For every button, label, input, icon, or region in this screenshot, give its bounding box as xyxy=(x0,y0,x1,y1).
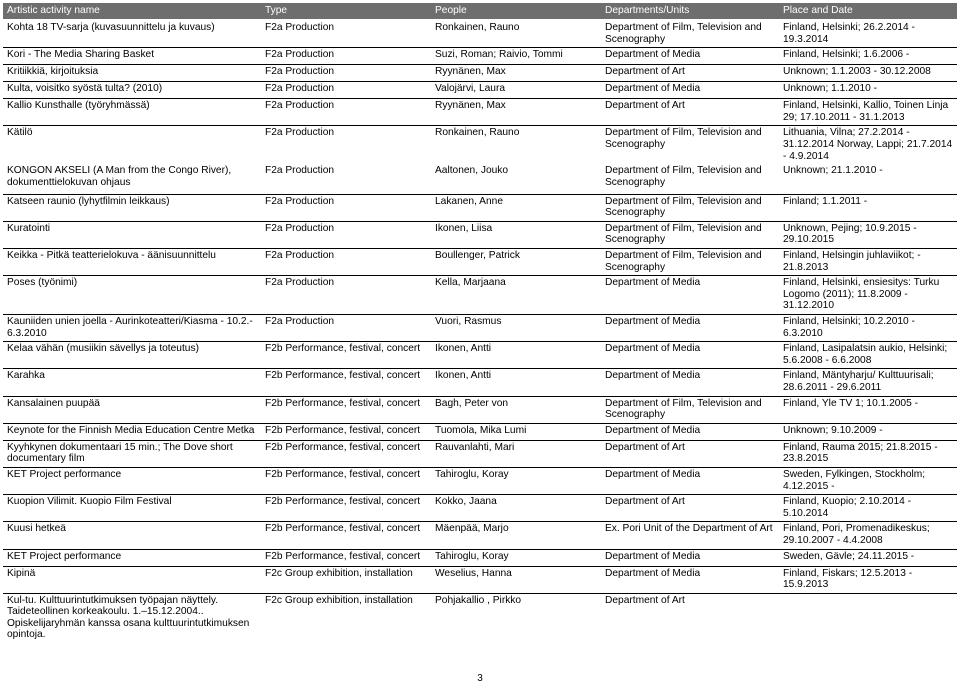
cell-activity-name: Kuusi hetkeä xyxy=(3,522,261,549)
cell-people: Kokko, Jaana xyxy=(431,495,601,522)
cell-type: F2a Production xyxy=(261,194,431,221)
cell-type: F2a Production xyxy=(265,165,335,177)
cell-activity-name: Keynote for the Finnish Media Education Centre Metka xyxy=(3,423,261,440)
cell-people: Ryynänen, Max xyxy=(431,65,601,82)
cell-activity-name: Poses (työnimi) xyxy=(3,276,261,315)
table-row xyxy=(3,423,957,440)
cell-department: Department of Media xyxy=(601,566,779,593)
table-row xyxy=(3,99,957,126)
cell-people: Mäenpää, Marjo xyxy=(431,522,601,549)
cell-type: F2b Performance, festival, concert xyxy=(261,440,431,467)
table-row xyxy=(3,369,957,396)
cell-activity-name: Kätilö xyxy=(3,126,261,164)
cell-people: Valojärvi, Laura xyxy=(431,82,601,99)
cell-place-date: Sweden, Gävle; 24.11.2015 - xyxy=(779,549,957,566)
cell-people: Tahiroglu, Koray xyxy=(431,467,601,494)
table-row xyxy=(3,396,957,423)
column-header-activity-name: Artistic activity name xyxy=(3,3,261,19)
cell-department: Department of Media xyxy=(601,467,779,494)
table-row xyxy=(3,315,957,342)
table-row xyxy=(3,65,957,82)
cell-place-date: Finland, Fiskars; 12.5.2013 - 15.9.2013 xyxy=(779,566,957,593)
activity-table xyxy=(3,3,957,643)
cell-people: Kella, Marjaana xyxy=(431,276,601,315)
cell-place-date: Unknown; 21.1.2010 - xyxy=(783,165,883,177)
page-number: 3 xyxy=(477,673,483,684)
cell-department: Department of Art xyxy=(601,99,779,126)
cell-department: Department of Media xyxy=(601,48,779,65)
cell-type: F2b Performance, festival, concert xyxy=(261,369,431,396)
cell-department: Department of Media xyxy=(601,369,779,396)
cell-people: Ryynänen, Max xyxy=(431,99,601,126)
table-row xyxy=(3,440,957,467)
cell-place-date: Finland, Kuopio; 2.10.2014 - 5.10.2014 xyxy=(779,495,957,522)
cell-type: F2b Performance, festival, concert xyxy=(261,549,431,566)
cell-people: Ronkainen, Rauno xyxy=(435,22,520,33)
cell-type: F2a Production xyxy=(261,48,431,65)
cell-type: F2a Production xyxy=(261,65,431,82)
cell-people: Boullenger, Patrick xyxy=(431,249,601,276)
cell-place-date: Finland, Helsinki; 1.6.2006 - xyxy=(779,48,957,65)
cell-department: Department of Media xyxy=(601,549,779,566)
cell-activity-name: Kulta, voisitko syöstä tulta? (2010) xyxy=(3,82,261,99)
cell-activity-name: Kallio Kunsthalle (työryhmässä) xyxy=(3,99,261,126)
cell-place-date: Finland, Helsinki, Kallio, Toinen Linja 29; 17.10.2011 - 31.1.2013 xyxy=(779,99,957,126)
cell-place-date: Finland, Mäntyharju/ Kulttuurisali; 28.6.2011 - 29.6.2011 xyxy=(779,369,957,396)
cell-type: F2a Production xyxy=(261,276,431,315)
cell-department: Department of Film, Television and Scenography xyxy=(601,194,779,221)
cell-people: Weselius, Hanna xyxy=(431,566,601,593)
cell-activity-name: KET Project performance xyxy=(3,467,261,494)
cell-type: F2a Production xyxy=(261,82,431,99)
cell-department: Department of Film, Television and Scenography xyxy=(601,249,779,276)
cell-activity-name: Kipinä xyxy=(3,566,261,593)
cell-activity-name: Karahka xyxy=(3,369,261,396)
cell-type: F2b Performance, festival, concert xyxy=(261,495,431,522)
cell-people: Vuori, Rasmus xyxy=(431,315,601,342)
cell-department: Department of Art xyxy=(601,495,779,522)
cell-people: Ronkainen, Rauno xyxy=(431,126,601,164)
cell-people: Ikonen, Antti xyxy=(431,369,601,396)
cell-people: Pohjakallio , Pirkko xyxy=(431,593,601,643)
cell-place-date: Unknown; 9.10.2009 - xyxy=(779,423,957,440)
cell-place-date xyxy=(779,593,957,643)
cell-people: Suzi, Roman; Raivio, Tommi xyxy=(431,48,601,65)
cell-department: Department of Media xyxy=(601,276,779,315)
table-row xyxy=(3,48,957,65)
cell-department: Department of Art xyxy=(601,593,779,643)
table-row xyxy=(3,126,957,164)
cell-department: Department of Media xyxy=(601,423,779,440)
cell-activity-name: Keikka - Pitkä teatterielokuva - äänisuunnittelu xyxy=(3,249,261,276)
cell-activity-name: Kyyhkynen dokumentaari 15 min.; The Dove short documentary film xyxy=(3,440,261,467)
cell-activity-name: Kelaa vähän (musiikin sävellys ja toteutus) xyxy=(3,342,261,369)
cell-people: Ikonen, Antti xyxy=(431,342,601,369)
cell-activity-name: Kuratointi xyxy=(3,221,261,248)
table-row xyxy=(3,467,957,494)
cell-department: Department of Media xyxy=(601,82,779,99)
table-row xyxy=(3,249,957,276)
column-header-type: Type xyxy=(261,3,431,19)
column-header-people: People xyxy=(431,3,601,19)
cell-place-date: Finland, Pori, Promenadikeskus; 29.10.2007 - 4.4.2008 xyxy=(779,522,957,549)
table-row xyxy=(3,19,957,48)
table-row xyxy=(3,276,957,315)
cell-activity-name: Kritiikkiä, kirjoituksia xyxy=(3,65,261,82)
cell-place-date: Finland, Rauma 2015; 21.8.2015 - 23.8.2015 xyxy=(779,440,957,467)
table-row xyxy=(3,342,957,369)
table-row xyxy=(3,82,957,99)
cell-department: Department of Film, Television and Scenography xyxy=(605,165,762,188)
cell-department: Department of Film, Television and Scenography xyxy=(601,396,779,423)
table-row xyxy=(3,593,957,643)
column-header-place-date: Place and Date xyxy=(779,3,957,19)
cell-people: Rauvanlahti, Mari xyxy=(431,440,601,467)
cell-type: F2b Performance, festival, concert xyxy=(261,342,431,369)
cell-people: Ikonen, Liisa xyxy=(431,221,601,248)
cell-place-date: Unknown, Pejing; 10.9.2015 - 29.10.2015 xyxy=(779,221,957,248)
table-row xyxy=(3,566,957,593)
cell-people: Tuomola, Mika Lumi xyxy=(431,423,601,440)
cell-place-date: Finland; 1.1.2011 - xyxy=(779,194,957,221)
cell-type: F2c Group exhibition, installation xyxy=(261,593,431,643)
cell-activity-name: Kori - The Media Sharing Basket xyxy=(3,48,261,65)
cell-type: F2a Production xyxy=(261,221,431,248)
table-row xyxy=(3,221,957,248)
cell-type: F2b Performance, festival, concert xyxy=(261,522,431,549)
cell-activity-name: Kohta 18 TV-sarja (kuvasuunnittelu ja kuvaus) xyxy=(7,22,215,33)
cell-department: Department of Art xyxy=(601,440,779,467)
cell-place-date: Finland, Helsinki; 26.2.2014 - 19.3.2014 xyxy=(783,22,915,45)
table-header-row xyxy=(3,3,957,19)
cell-department: Department of Film, Television and Scenography xyxy=(605,22,762,45)
cell-place-date: Finland, Helsinki, ensiesitys: Turku Logomo (2011); 11.8.2009 - 31.12.2010 xyxy=(779,276,957,315)
cell-department: Department of Film, Television and Scenography xyxy=(601,126,779,164)
cell-place-date: Lithuania, Vilna; 27.2.2014 - 31.12.2014 Norway, Lappi; 21.7.2014 - 4.9.2014 xyxy=(779,126,957,164)
cell-department: Department of Film, Television and Scenography xyxy=(601,221,779,248)
cell-place-date: Finland, Lasipalatsin aukio, Helsinki; 5.6.2008 - 6.6.2008 xyxy=(779,342,957,369)
cell-people: Lakanen, Anne xyxy=(431,194,601,221)
table-row xyxy=(3,495,957,522)
cell-place-date: Finland, Helsingin juhlaviikot; - 21.8.2013 xyxy=(779,249,957,276)
cell-place-date: Finland, Yle TV 1; 10.1.2005 - xyxy=(779,396,957,423)
table-row xyxy=(3,549,957,566)
table-row xyxy=(3,164,957,194)
cell-activity-name: Kauniiden unien joella - Aurinkoteatteri/Kiasma - 10.2.- 6.3.2010 xyxy=(3,315,261,342)
cell-type: F2a Production xyxy=(261,99,431,126)
cell-place-date: Unknown; 1.1.2003 - 30.12.2008 xyxy=(779,65,957,82)
cell-type: F2a Production xyxy=(261,315,431,342)
cell-department: Ex. Pori Unit of the Department of Art xyxy=(601,522,779,549)
cell-type: F2a Production xyxy=(265,22,335,33)
cell-type: F2b Performance, festival, concert xyxy=(261,423,431,440)
cell-activity-name: KONGON AKSELI (A Man from the Congo River), dokumenttielokuvan ohjaus xyxy=(7,165,232,188)
table-row xyxy=(3,522,957,549)
column-header-departments: Departments/Units xyxy=(601,3,779,19)
cell-type: F2a Production xyxy=(261,249,431,276)
cell-activity-name: Kul-tu. Kulttuurintutkimuksen työpajan näyttely. Taideteollinen korkeakoulu. 1.–15.12.2004.. Opiskelijaryhmän kanssa osana kulttuurintutkimuksen opintoja. xyxy=(3,593,261,643)
cell-activity-name: Kansalainen puupää xyxy=(3,396,261,423)
cell-place-date: Sweden, Fylkingen, Stockholm; 4.12.2015 - xyxy=(779,467,957,494)
cell-type: F2a Production xyxy=(261,126,431,164)
cell-department: Department of Media xyxy=(601,315,779,342)
cell-activity-name: KET Project performance xyxy=(3,549,261,566)
cell-place-date: Unknown; 1.1.2010 - xyxy=(779,82,957,99)
cell-department: Department of Media xyxy=(601,342,779,369)
cell-place-date: Finland, Helsinki; 10.2.2010 - 6.3.2010 xyxy=(779,315,957,342)
cell-type: F2b Performance, festival, concert xyxy=(261,467,431,494)
table-row xyxy=(3,194,957,221)
cell-people: Bagh, Peter von xyxy=(431,396,601,423)
cell-people: Aaltonen, Jouko xyxy=(435,165,509,177)
cell-activity-name: Kuopion Vilimit. Kuopio Film Festival xyxy=(3,495,261,522)
cell-department: Department of Art xyxy=(601,65,779,82)
cell-people: Tahiroglu, Koray xyxy=(431,549,601,566)
cell-activity-name: Katseen raunio (lyhytfilmin leikkaus) xyxy=(3,194,261,221)
cell-type: F2c Group exhibition, installation xyxy=(261,566,431,593)
cell-type: F2b Performance, festival, concert xyxy=(261,396,431,423)
